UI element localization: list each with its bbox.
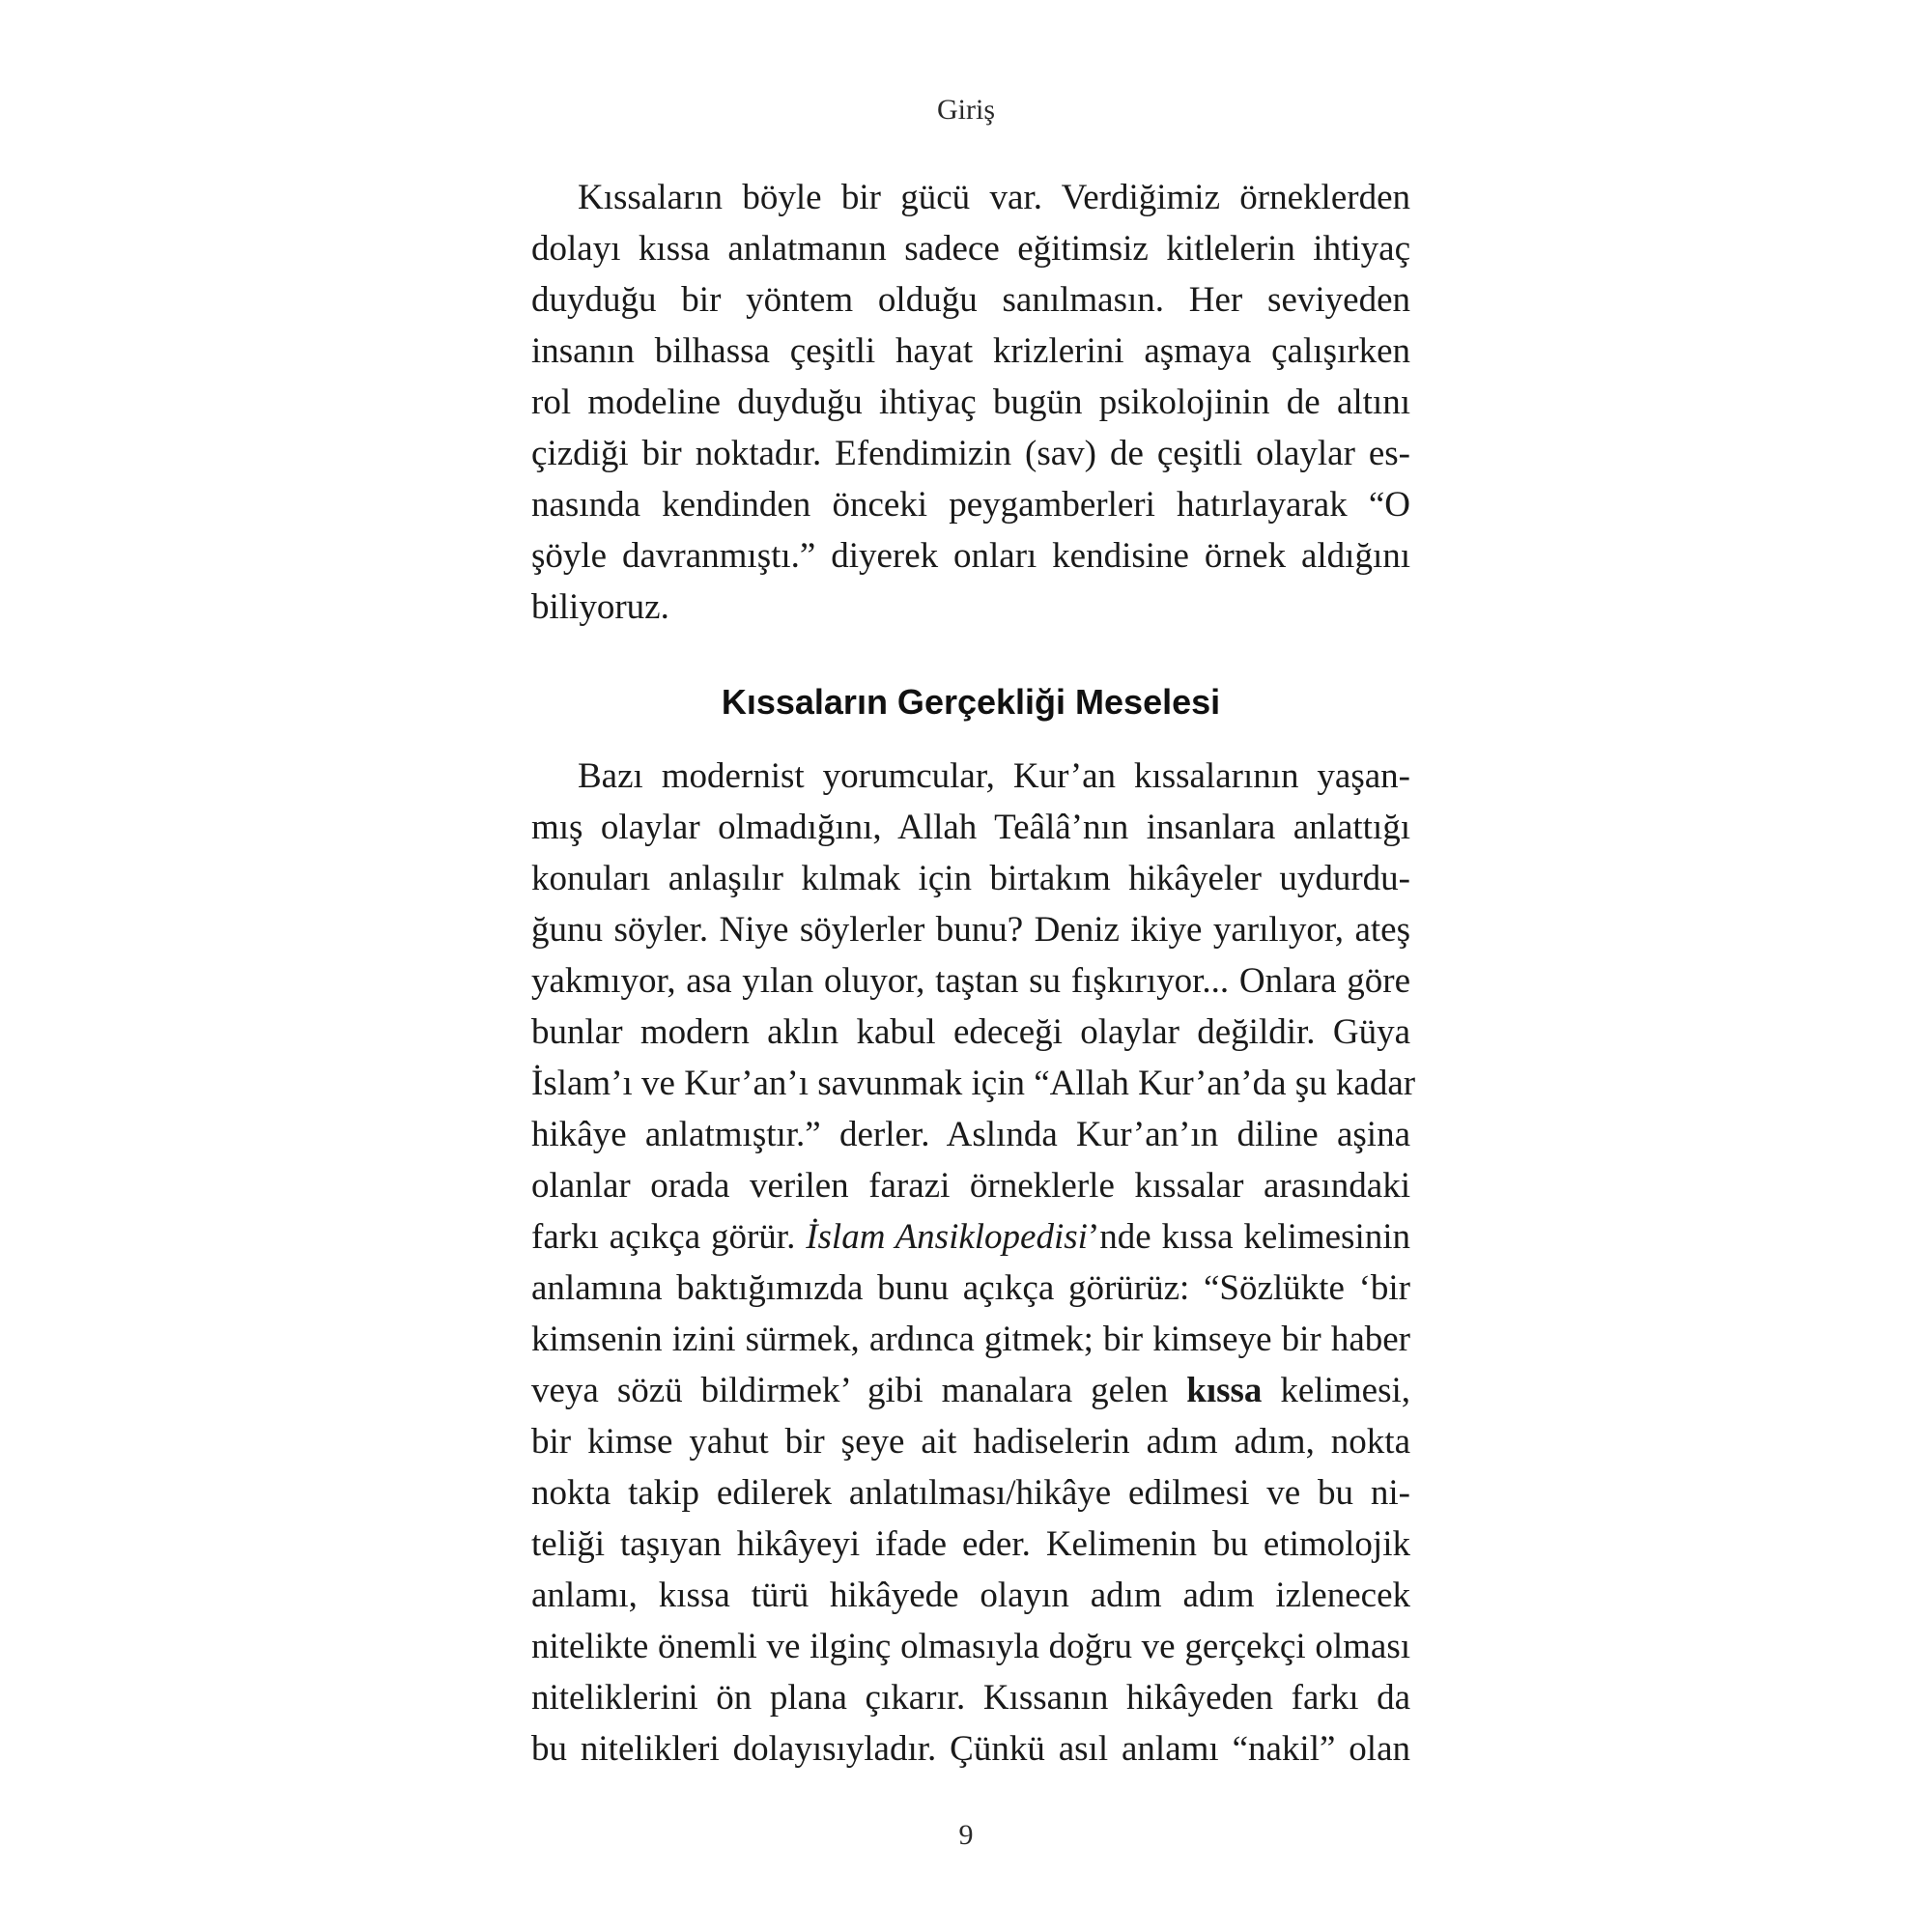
paragraph-line: Kıssaların böyle bir gücü var. Verdiğimiz örneklerden	[578, 178, 1410, 217]
line-text: kelimesi,	[1262, 1371, 1410, 1410]
paragraph-line: duyduğu bir yöntem olduğu sanılmasın. Her seviyeden	[531, 280, 1410, 320]
paragraph-line: İslam’ı ve Kur’an’ı savunmak için “Allah Kur’an’da şu kadar	[531, 1064, 1416, 1103]
running-head: Giriş	[937, 94, 995, 126]
paragraph-line: nasında kendinden önceki peygamberleri hatırlayarak “O	[531, 485, 1410, 525]
paragraph-line: anlamı, kıssa türü hikâyede olayın adım adım izlenecek	[531, 1576, 1410, 1615]
paragraph-line: teliği taşıyan hikâyeyi ifade eder. Kelimenin bu etimolojik	[531, 1524, 1410, 1564]
paragraph-line: yakmıyor, asa yılan oluyor, taştan su fışkırıyor... Onlara göre	[531, 961, 1410, 1001]
paragraph-line: dolayı kıssa anlatmanın sadece eğitimsiz kitlelerin ihtiyaç	[531, 229, 1410, 269]
paragraph-line: Bazı modernist yorumcular, Kur’an kıssalarının yaşan-	[578, 756, 1410, 796]
paragraph-line: şöyle davranmıştı.” diyerek onları kendisine örnek aldığını	[531, 536, 1410, 576]
paragraph-line: olanlar orada verilen farazi örneklerle kıssalar arasındaki	[531, 1166, 1410, 1206]
paragraph-line: bu nitelikleri dolayısıyladır. Çünkü asıl anlamı “nakil” olan	[531, 1729, 1410, 1769]
bold-term: kıssa	[1186, 1371, 1263, 1410]
paragraph-line: hikâye anlatmıştır.” derler. Aslında Kur’an’ın diline aşina	[531, 1115, 1410, 1154]
paragraph-line: konuları anlaşılır kılmak için birtakım hikâyeler uydurdu-	[531, 859, 1410, 898]
paragraph-line: mış olaylar olmadığını, Allah Teâlâ’nın insanlara anlattığı	[531, 808, 1410, 847]
paragraph-line: rol modeline duyduğu ihtiyaç bugün psikolojinin de altını	[531, 383, 1410, 422]
paragraph-line: çizdiği bir noktadır. Efendimizin (sav) de çeşitli olaylar es-	[531, 434, 1410, 473]
line-text: farkı açıkça görür.	[531, 1217, 807, 1257]
text-block	[531, 172, 1416, 1775]
section-heading: Kıssaların Gerçekliği Meselesi	[721, 682, 1221, 722]
paragraph-line: insanın bilhassa çeşitli hayat krizlerini aşmaya çalışırken	[531, 331, 1410, 371]
paragraph-line: anlamına baktığımızda bunu açıkça görürüz: “Sözlükte ‘bir	[531, 1268, 1410, 1308]
paragraph-line: ğunu söyler. Niye söylerler bunu? Deniz ikiye yarılıyor, ateş	[531, 910, 1410, 950]
paragraph-line: nokta takip edilerek anlatılması/hikâye edilmesi ve bu ni-	[531, 1473, 1410, 1513]
paragraph-line-with-italic	[531, 1211, 1410, 1263]
paragraph-line: niteliklerini ön plana çıkarır. Kıssanın hikâyeden farkı da	[531, 1678, 1410, 1718]
paragraph-line: bir kimse yahut bir şeye ait hadiselerin adım adım, nokta	[531, 1422, 1410, 1462]
paragraph-line: biliyoruz.	[531, 587, 669, 627]
line-text: ’nde kıssa kelimesinin	[1087, 1217, 1411, 1257]
line-text: veya sözü bildirmek’ gibi manalara gelen	[531, 1371, 1187, 1410]
paragraph-2	[531, 751, 1416, 1775]
paragraph-line-with-bold	[531, 1365, 1410, 1416]
page-number: 9	[958, 1819, 974, 1851]
paragraph-line: kimsenin izini sürmek, ardınca gitmek; bir kimseye bir haber	[531, 1320, 1410, 1359]
book-title-italic: İslam Ansiklopedisi	[806, 1217, 1088, 1257]
paragraph-line: nitelikte önemli ve ilginç olmasıyla doğru ve gerçekçi olması	[531, 1627, 1410, 1666]
paragraph-1	[531, 172, 1410, 633]
paragraph-line: bunlar modern aklın kabul edeceği olaylar değildir. Güya	[531, 1012, 1410, 1052]
